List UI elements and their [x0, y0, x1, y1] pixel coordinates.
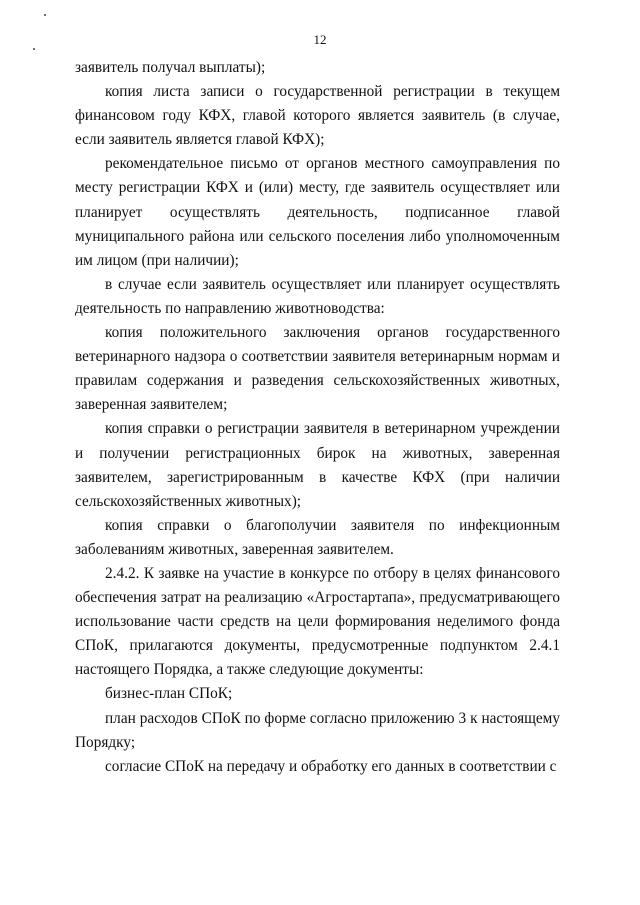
paragraph-expense-plan: план расходов СПоК по форме согласно приложению 3 к настоящему Порядку;: [75, 709, 560, 751]
paragraph-veterinary-conclusion: копия положительного заключения органов государственного ветеринарного надзора о соответствии заявителя ветеринарным нормам и правилам содержания и разведения сельскохозяйственных животных, заверенная заявителем;: [75, 324, 560, 414]
paragraph-business-plan: бизнес-план СПоК;: [105, 685, 233, 703]
paragraph-livestock-case: в случае если заявитель осуществляет или планирует осуществлять деятельность по направлению животноводства:: [75, 275, 560, 317]
paragraph-kfh-registration-copy: копия листа записи о государственной регистрации в текущем финансовом году КФХ, главой которого является заявитель (в случае, если заявитель является главой КФХ);: [75, 83, 560, 149]
paragraph-recommendation-letter: рекомендательное письмо от органов местного самоуправления по месту регистрации КФХ и (или) месту, где заявитель осуществляет или планирует осуществлять деятельность, подписанное главой муниципального района или сельского поселения либо уполномоченным им лицом (при наличии);: [75, 155, 560, 269]
scan-speck: [44, 14, 46, 16]
document-body: [75, 56, 560, 779]
page-number: 12: [313, 32, 327, 47]
scan-speck: [33, 48, 35, 50]
paragraph-veterinary-registration: копия справки о регистрации заявителя в ветеринарном учреждении и получении регистрационных бирок на животных, заверенная заявителем, зарегистрированным в качестве КФХ (при наличии сельскохозяйственных животных);: [75, 420, 560, 510]
paragraph-section-2-4-2: 2.4.2. К заявке на участие в конкурсе по отбору в целях финансового обеспечения затрат на реализацию «Агростартапа», предусматривающего использование части средств на цели формирования неделимого фонда СПоК, прилагаются документы, предусмотренные подпунктом 2.4.1 настоящего Порядка, а также следующие документы:: [75, 564, 560, 679]
paragraph-continuation: заявитель получал выплаты);: [75, 59, 266, 76]
paragraph-consent: согласие СПоК на передачу и обработку его данных в соответствии с: [105, 757, 557, 775]
paragraph-infection-certificate: копия справки о благополучии заявителя по инфекционным заболеваниям животных, заверенная заявителем.: [75, 516, 560, 558]
